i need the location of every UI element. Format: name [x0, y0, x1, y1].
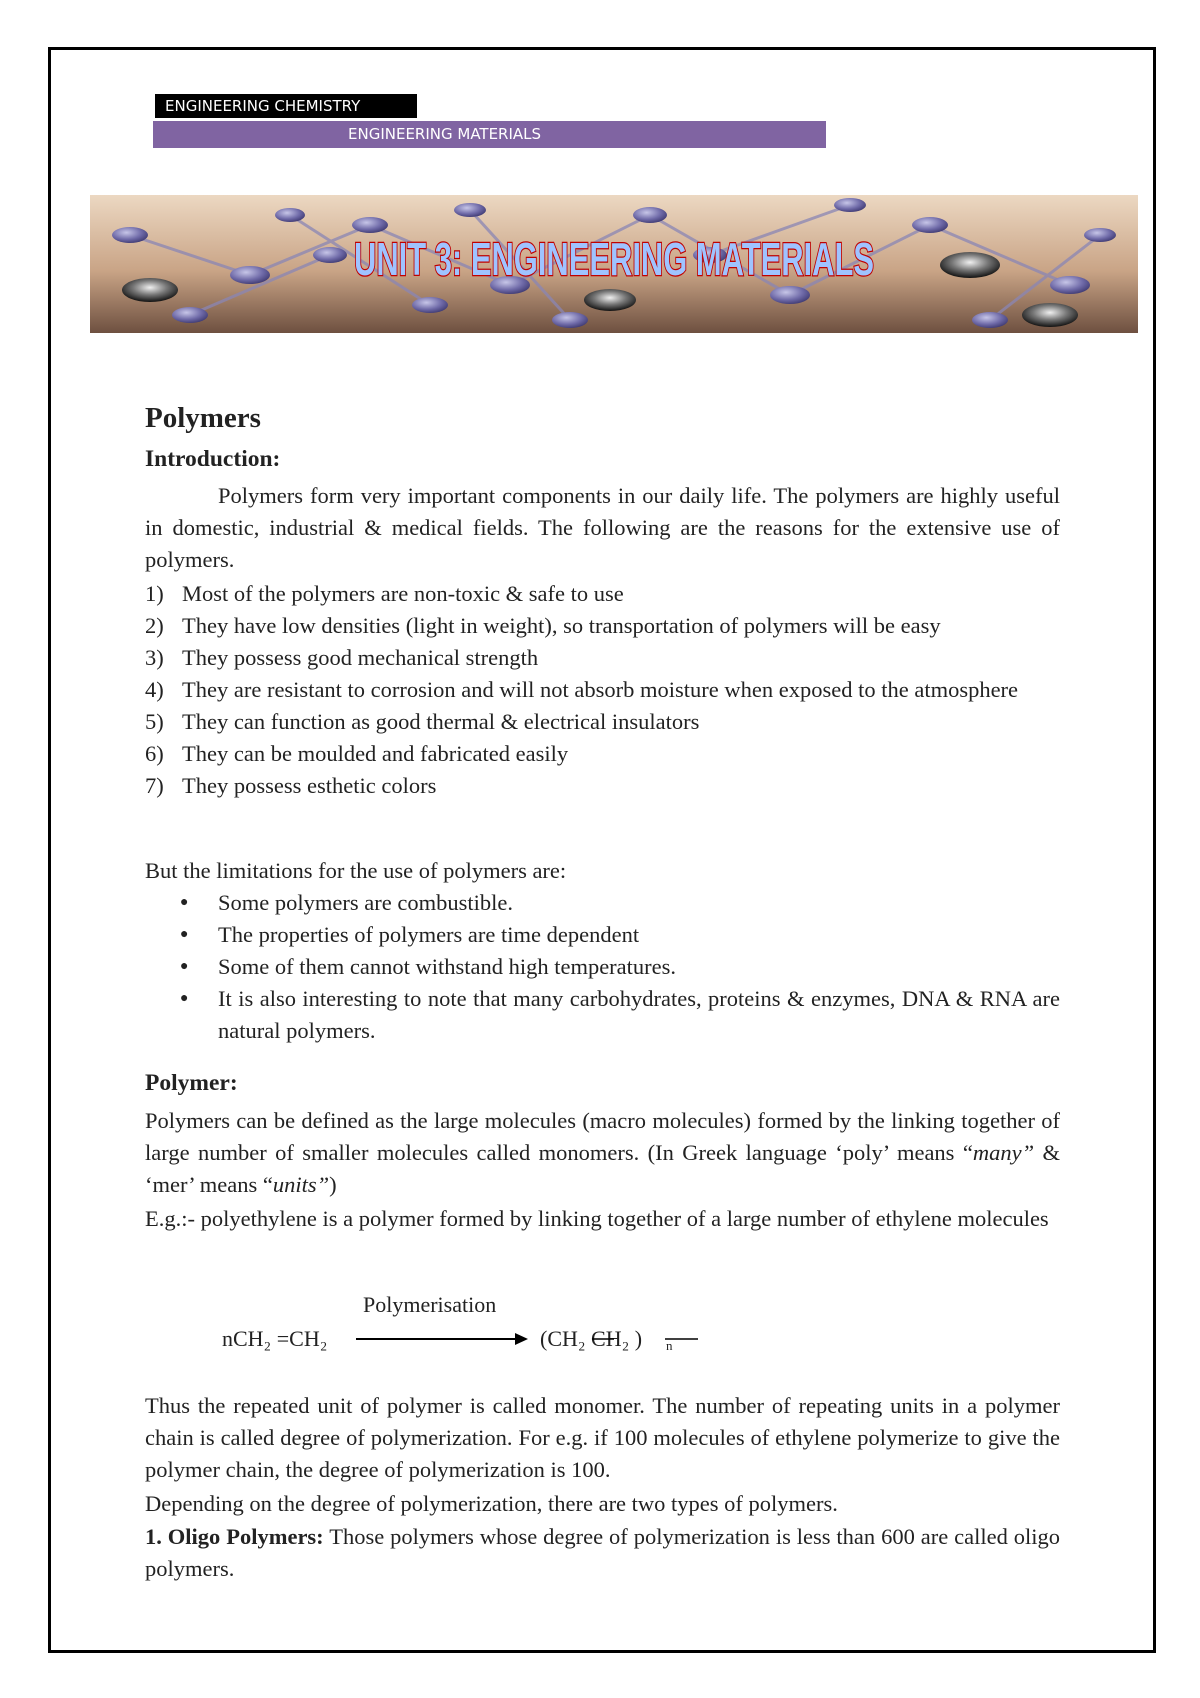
list-item [145, 738, 1060, 770]
polymer-heading: Polymer: [145, 1070, 238, 1096]
oligo-text: Those polymers whose degree of polymerization is less than 600 are called oligo polymers. [145, 1524, 1061, 1581]
equation-reactant: nCH₂ =CH₂ [222, 1326, 328, 1351]
equation-product: (CH₂ CH₂ ) [540, 1326, 643, 1351]
example-paragraph: E.g.:- polyethylene is a polymer formed by linking together of a large number of ethylene molecules [145, 1206, 1049, 1231]
list-item-text: They can be moulded and fabricated easily [182, 741, 569, 766]
list-number: 2) [145, 613, 164, 638]
banner-graphic [90, 195, 1138, 333]
degree-paragraph: Thus the repeated unit of polymer is called monomer. The number of repeating units in a polymer chain is called degree of polymerization. For e.g. if 100 molecules of ethylene polymerize to give the polymer chain, the degree of polymerization is 100. [145, 1393, 1060, 1482]
reaction-arrow-head [515, 1333, 528, 1345]
polymer-definition [145, 1105, 1060, 1201]
definition-text: ) [329, 1172, 337, 1197]
reasons-list [145, 578, 1060, 802]
equation-subscript: n [666, 1338, 673, 1352]
list-number: 5) [145, 709, 164, 734]
list-item [145, 706, 1060, 738]
list-item-text: They have low densities (light in weight), so transportation of polymers will be easy [182, 613, 941, 638]
list-number: 6) [145, 741, 164, 766]
list-item: ● Some polymers are combustible. [145, 887, 1060, 919]
course-header: ENGINEERING CHEMISTRY [155, 94, 417, 118]
unit-banner [90, 195, 1138, 333]
list-item: ● It is also interesting to note that many carbohydrates, proteins & enzymes, DNA & RNA are natural polymers. [145, 983, 1060, 1047]
list-number: 1) [145, 581, 164, 606]
list-item-text: They possess good mechanical strength [182, 645, 539, 670]
polymerisation-equation [210, 1282, 730, 1352]
list-item-text: They are resistant to corrosion and will not absorb moisture when exposed to the atmosphere [182, 677, 1019, 702]
list-number: 3) [145, 645, 164, 670]
types-intro: Depending on the degree of polymerization, there are two types of polymers. [145, 1491, 838, 1516]
list-item [145, 578, 1060, 610]
arrow-label: Polymerisation [363, 1292, 497, 1317]
banner-title: UNIT 3: ENGINEERING MATERIALS [354, 233, 874, 285]
introduction-paragraph: Polymers form very important components in our daily life. The polymers are highly useful in domestic, industrial & medical fields. The following are the reasons for the extensive use of polymers. [145, 483, 1060, 572]
limitations-list [145, 887, 1060, 1047]
list-number: 7) [145, 773, 164, 798]
list-item-text: Most of the polymers are non-toxic & safe to use [182, 581, 624, 606]
list-item: ● The properties of polymers are time dependent [145, 919, 1060, 951]
list-item [145, 610, 1060, 642]
definition-text: Polymers can be defined as the large molecules (macro molecules) formed by the linking together of large number of smaller molecules called monomers. (In Greek language ‘poly’ means “ [145, 1108, 1060, 1165]
definition-emphasis: units” [272, 1172, 330, 1197]
list-item-text: They can function as good thermal & electrical insulators [182, 709, 700, 734]
oligo-label: 1. Oligo Polymers: [145, 1524, 324, 1549]
list-number: 4) [145, 677, 164, 702]
list-item [145, 674, 1060, 706]
list-item-text: They possess esthetic colors [182, 773, 437, 798]
list-item [145, 770, 1060, 802]
oligo-paragraph [145, 1521, 1060, 1585]
unit-subject-header: ENGINEERING MATERIALS [153, 121, 826, 148]
definition-emphasis: many” [972, 1140, 1035, 1165]
limitations-intro: But the limitations for the use of polymers are: [145, 858, 567, 883]
definition-text: & ‘mer’ means “ [145, 1140, 1060, 1197]
introduction-heading: Introduction: [145, 446, 281, 472]
list-item: ● Some of them cannot withstand high temperatures. [145, 951, 1060, 983]
list-item [145, 642, 1060, 674]
section-title: Polymers [145, 402, 261, 434]
